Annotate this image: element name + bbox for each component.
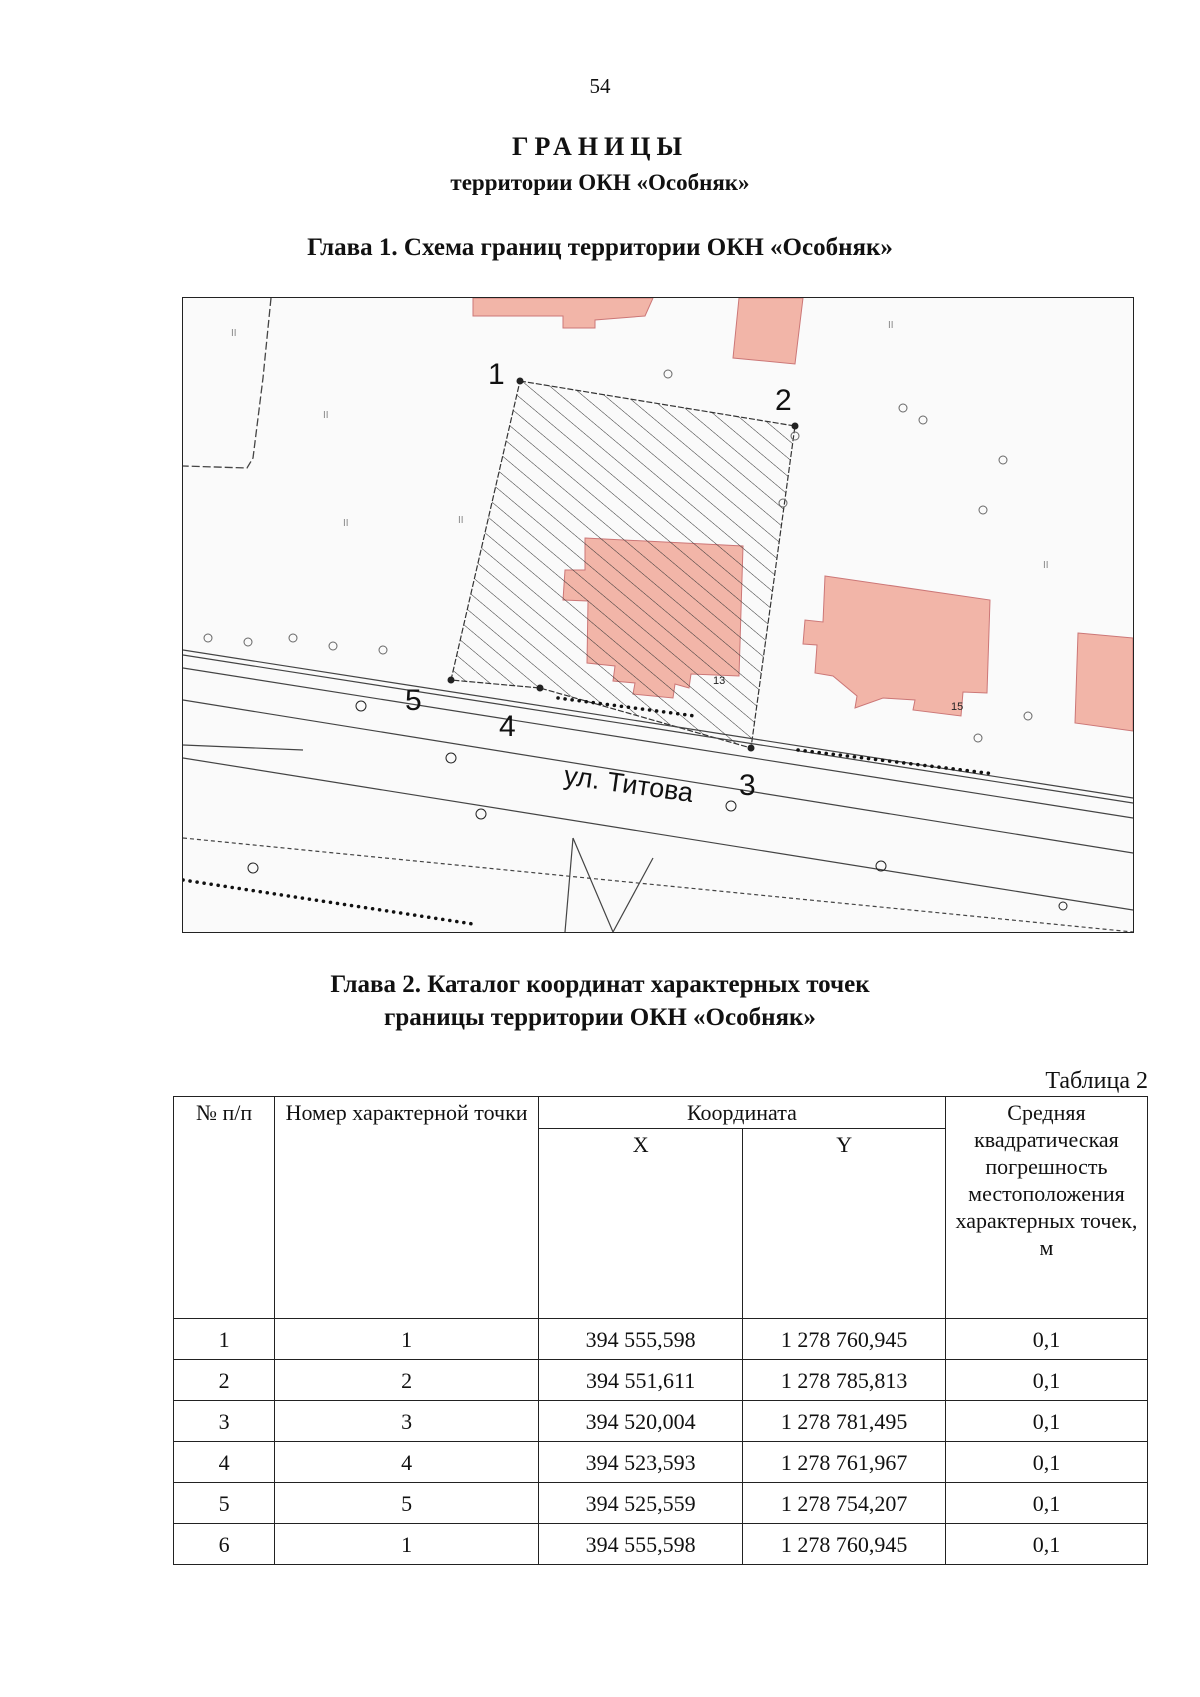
header-num: № п/п <box>174 1097 275 1319</box>
cell-error: 0,1 <box>945 1442 1147 1483</box>
cell-x: 394 551,611 <box>538 1360 742 1401</box>
cell-y: 1 278 760,945 <box>743 1319 946 1360</box>
coordinates-table <box>173 1096 1148 1565</box>
header-error: Средняя квадратическая погрешность местоположения характерных точек, м <box>945 1097 1147 1319</box>
cell-y: 1 278 761,967 <box>743 1442 946 1483</box>
cell-point: 1 <box>275 1319 539 1360</box>
cell-num: 5 <box>174 1483 275 1524</box>
point-label-2: 2 <box>775 384 792 417</box>
svg-text:II: II <box>458 515 464 526</box>
building-right-edge <box>1075 633 1133 731</box>
cell-num: 1 <box>174 1319 275 1360</box>
header-coord: Координата <box>538 1097 945 1129</box>
document-subtitle: территории ОКН «Особняк» <box>450 170 750 195</box>
table-row <box>174 1442 1148 1483</box>
document-title: ГРАНИЦЫ <box>511 132 689 161</box>
point-label-1: 1 <box>488 358 505 391</box>
svg-text:II: II <box>888 320 894 331</box>
table-caption: Таблица 2 <box>1045 1068 1148 1094</box>
cell-point: 2 <box>275 1360 539 1401</box>
cell-y: 1 278 781,495 <box>743 1401 946 1442</box>
cell-point: 5 <box>275 1483 539 1524</box>
table-row <box>174 1360 1148 1401</box>
point-label-3: 3 <box>739 769 756 802</box>
cell-num: 2 <box>174 1360 275 1401</box>
chapter2-title-line1: Глава 2. Каталог координат характерных точек <box>330 971 870 998</box>
cell-x: 394 520,004 <box>538 1401 742 1442</box>
cell-num: 4 <box>174 1442 275 1483</box>
cell-error: 0,1 <box>945 1319 1147 1360</box>
cell-num: 3 <box>174 1401 275 1442</box>
cell-error: 0,1 <box>945 1483 1147 1524</box>
fence-line <box>183 298 271 468</box>
building-top-right <box>733 298 803 364</box>
cell-point: 4 <box>275 1442 539 1483</box>
cell-point: 3 <box>275 1401 539 1442</box>
header-point: Номер характерной точки <box>275 1097 539 1319</box>
header-y: Y <box>743 1129 946 1319</box>
table-row <box>174 1319 1148 1360</box>
cell-x: 394 555,598 <box>538 1524 742 1565</box>
cell-y: 1 278 754,207 <box>743 1483 946 1524</box>
header-x: X <box>538 1129 742 1319</box>
cell-y: 1 278 785,813 <box>743 1360 946 1401</box>
svg-text:II: II <box>343 518 349 529</box>
page-number: 54 <box>589 74 611 98</box>
cell-error: 0,1 <box>945 1524 1147 1565</box>
house-number-15: 15 <box>951 701 964 713</box>
point-label-5: 5 <box>405 684 422 717</box>
cell-x: 394 523,593 <box>538 1442 742 1483</box>
building-top-left <box>473 298 653 328</box>
building-house-15 <box>803 576 990 716</box>
cell-point: 1 <box>275 1524 539 1565</box>
point-label-4: 4 <box>499 710 516 743</box>
chapter1-title: Глава 1. Схема границ территории ОКН «Особняк» <box>307 234 893 261</box>
boundary-map <box>182 297 1134 933</box>
cell-error: 0,1 <box>945 1360 1147 1401</box>
cell-x: 394 555,598 <box>538 1319 742 1360</box>
cell-y: 1 278 760,945 <box>743 1524 946 1565</box>
street-name: ул. Титова <box>562 760 696 809</box>
table-row <box>174 1524 1148 1565</box>
svg-text:II: II <box>231 328 237 339</box>
cell-x: 394 525,559 <box>538 1483 742 1524</box>
cell-num: 6 <box>174 1524 275 1565</box>
territory-polygon <box>451 381 795 748</box>
svg-text:II: II <box>323 410 329 421</box>
table-row <box>174 1401 1148 1442</box>
svg-text:II: II <box>1043 560 1049 571</box>
table-row <box>174 1483 1148 1524</box>
cell-error: 0,1 <box>945 1401 1147 1442</box>
chapter2-title-line2: границы территории ОКН «Особняк» <box>384 1004 816 1031</box>
chapter2-title <box>0 968 1200 1034</box>
